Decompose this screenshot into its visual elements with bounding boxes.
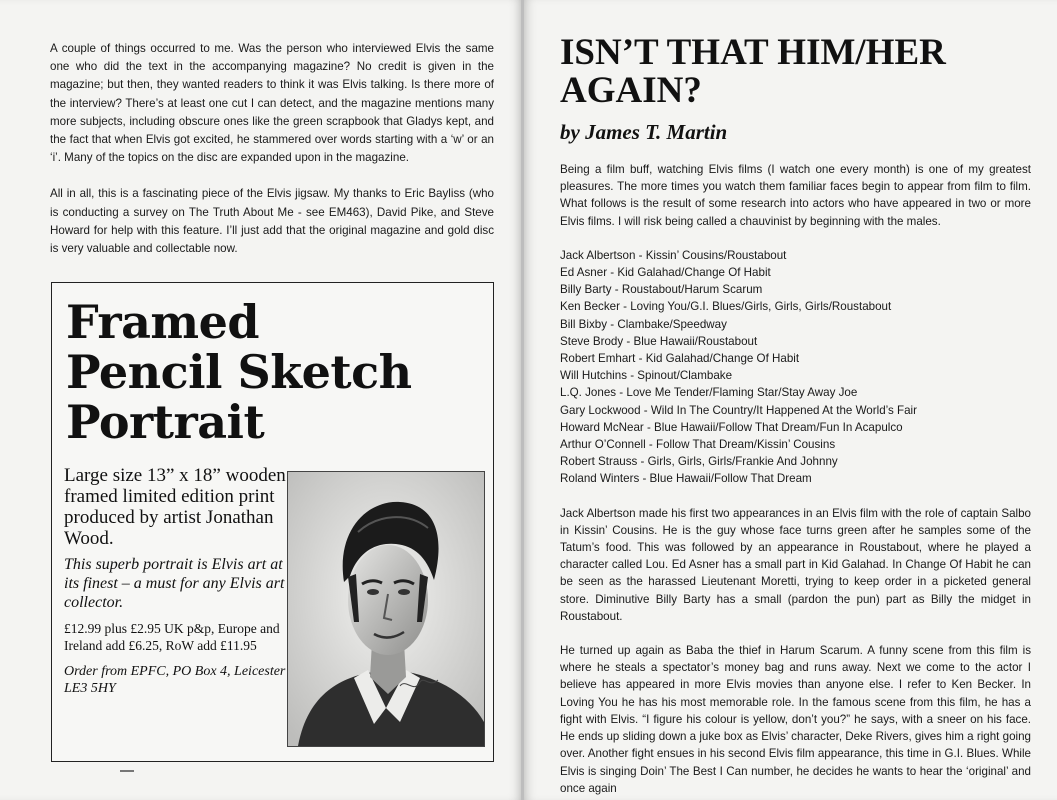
advert-headline-line-2: Pencil Sketch (66, 345, 412, 399)
advert-price: £12.99 plus £2.95 UK p&p, Europe and Ireland add £6.25, RoW add £11.95 (64, 621, 280, 653)
article-body (560, 161, 1031, 800)
portrait-sketch-icon (288, 472, 484, 746)
list-item: Robert Strauss - Girls, Girls, Girls/Frankie And Johnny (560, 455, 838, 469)
left-page-marker (120, 770, 134, 772)
list-item: Howard McNear - Blue Hawaii/Follow That Dream/Fun In Acapulco (560, 420, 903, 434)
list-item: Ken Becker - Loving You/G.I. Blues/Girls, Girls, Girls/Roustabout (560, 300, 892, 314)
list-item: Gary Lockwood - Wild In The Country/It Happened At the World’s Fair (560, 403, 917, 417)
advert-order-address: Order from EPFC, PO Box 4, Leicester LE3 5HY (64, 664, 286, 696)
elvis-portrait-image (287, 471, 485, 747)
list-item: Robert Emhart - Kid Galahad/Change Of Habit (560, 352, 800, 366)
list-item: Bill Bixby - Clambake/Speedway (560, 317, 727, 331)
left-paragraph-2: All in all, this is a fascinating piece of the Elvis jigsaw. My thanks to Eric Bayliss (who is conducting a survey on The Truth About Me - see EM463), David Pike, and Steve Howard for help with this feature. I’ll just add that the original magazine and gold disc is very valuable and collectable now. (50, 187, 494, 256)
left-page (0, 0, 522, 800)
article-paragraph-3: He turned up again as Baba the thief in Harum Scarum. A funny scene from this film is where he steals a spectator’s money bag and runs away. Next we come to the actor I believe has appeared in more Elvis movies than anyone else. I refer to Ken Becker. In Loving You he has his most memorable role. In the famous scene from this film, he has a fight with Elvis. “I figure his colour is yellow, don’t you?” he says, with a sneer on his face. He ends up sliding down a juke box as Elvis’ character, Deke Rivers, gives him a right going over. Another fight ensues in his second Elvis film appearance, this time in G.I. Blues. While Elvis is singing Doin’ The Best I Can number, he decides he wants to hear the ‘original’ and once again (560, 644, 1031, 795)
list-item: Billy Barty - Roustabout/Harum Scarum (560, 283, 763, 297)
left-paragraph-1: A couple of things occurred to me. Was the person who interviewed Elvis the same one who did the text in the accompanying magazine? No credit is given in the magazine; but then, they wanted readers to think it was Elvis talking. Is there more of the interview? There’s at least one cut I can detect, and the magazine mentions many more subjects, including obscure ones like the green scrapbook that Gladys kept, and the fact that when Elvis got excited, he stammered over words starting with a ‘w’ or an ‘i’. Many of the topics on the disc are expanded upon in the magazine. (50, 42, 494, 165)
article-intro: Being a film buff, watching Elvis films (I watch one every month) is one of my greatest pleasures. The more times you watch them familiar faces begin to appear from film to film. What follows is the result of some research into actors who have appeared in two or more Elvis films. I will risk being called a chauvinist by beginning with the males. (560, 163, 1031, 228)
left-page-text (50, 40, 494, 276)
advert-headline (66, 297, 486, 447)
advert-body (64, 465, 289, 697)
advert-headline-line-1: Framed (66, 295, 259, 349)
list-item: Arthur O’Connell - Follow That Dream/Kissin’ Cousins (560, 438, 836, 452)
list-item: Will Hutchins - Spinout/Clambake (560, 369, 733, 383)
list-item: Steve Brody - Blue Hawaii/Roustabout (560, 334, 758, 348)
list-item: Roland Winters - Blue Hawaii/Follow That Dream (560, 472, 812, 486)
advert-headline-line-3: Portrait (66, 395, 265, 449)
article-paragraph-2: Jack Albertson made his first two appearances in an Elvis film with the role of captain Salbo in Kissin’ Cousins. He is the guy whose face turns green after he samples some of the Tatum’s food. This was followed by an appearance in Roustabout, where he played a character called Lou. Ed Asner has a small part in Kid Galahad. In Change Of Habit he can be seen as the harassed Lieutenant Moretti, trying to keep order in a picketed general store. Diminutive Billy Barty has a small (pardon the pun) part as Billy the midget in Roustabout. (560, 506, 1031, 623)
advert-tagline: This superb portrait is Elvis art at its finest – a must for any Elvis art collector. (64, 556, 285, 611)
portrait-advert (51, 282, 494, 762)
article-title: ISN’T THAT HIM/HER AGAIN? (560, 32, 946, 111)
list-item: L.Q. Jones - Love Me Tender/Flaming Star/Stay Away Joe (560, 386, 858, 400)
list-item: Jack Albertson - Kissin’ Cousins/Roustabout (560, 248, 787, 262)
article-byline: by James T. Martin (560, 120, 728, 144)
list-item: Ed Asner - Kid Galahad/Change Of Habit (560, 266, 771, 280)
actor-film-list (560, 247, 1031, 488)
advert-description: Large size 13” x 18” wooden framed limited edition print produced by artist Jonathan Wood. (64, 465, 286, 549)
right-page (524, 0, 1057, 800)
